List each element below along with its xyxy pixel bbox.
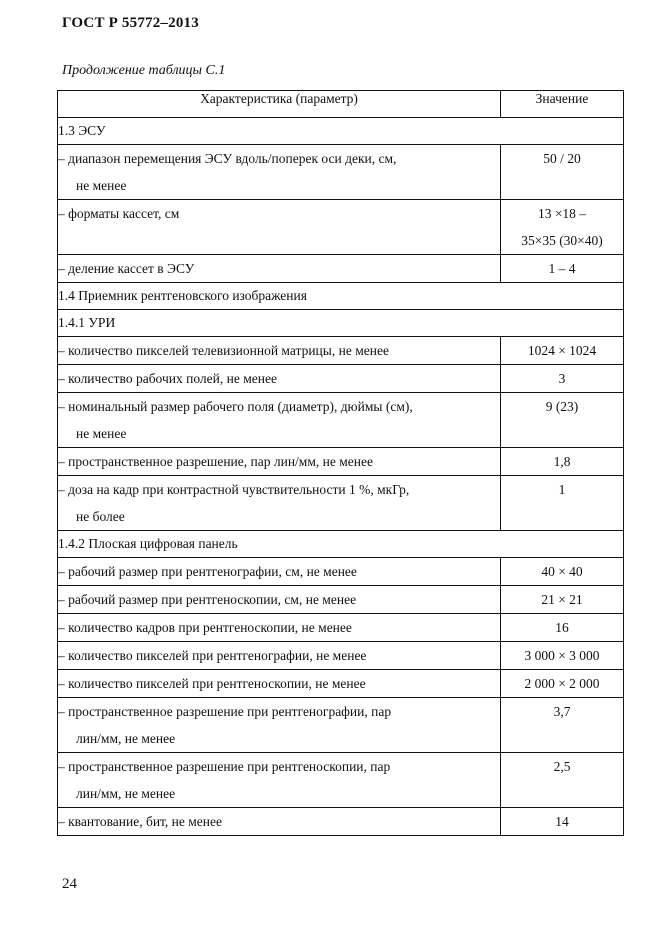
value-cell <box>501 200 624 255</box>
table-row <box>58 808 624 836</box>
table-row <box>58 642 624 670</box>
value-cell <box>501 448 624 476</box>
table-row <box>58 670 624 698</box>
parameter-cell <box>58 558 501 586</box>
spec-table <box>57 90 624 836</box>
value-text: 1 <box>558 482 566 497</box>
parameter-text-continuation: не менее <box>76 426 127 441</box>
value-text: 9 (23) <box>545 399 579 414</box>
section-row <box>58 310 624 337</box>
parameter-cell <box>58 365 501 393</box>
parameter-cell <box>58 670 501 698</box>
parameter-text: – количество пикселей при рентгенографии, не менее <box>58 648 367 663</box>
section-row <box>58 118 624 145</box>
value-text-continuation: 35×35 (30×40) <box>521 233 603 248</box>
parameter-cell <box>58 200 501 255</box>
parameter-text: – рабочий размер при рентгеноскопии, см, не менее <box>58 592 357 607</box>
table-row <box>58 337 624 365</box>
table-body <box>58 118 624 836</box>
table-row <box>58 586 624 614</box>
column-header-value: Значение <box>501 91 624 118</box>
value-text: 3,7 <box>553 704 571 719</box>
value-cell <box>501 753 624 808</box>
value-text: 50 / 20 <box>543 151 581 166</box>
table-row <box>58 698 624 753</box>
section-row <box>58 531 624 558</box>
value-text: 1 – 4 <box>548 261 576 276</box>
table-row <box>58 753 624 808</box>
document-code: ГОСТ Р 55772–2013 <box>62 15 199 31</box>
value-cell <box>501 476 624 531</box>
value-text: 2,5 <box>553 759 571 774</box>
parameter-text: – количество пикселей телевизионной матрицы, не менее <box>58 343 389 358</box>
parameter-text: – количество рабочих полей, не менее <box>58 371 277 386</box>
value-cell <box>501 670 624 698</box>
parameter-text: – форматы кассет, см <box>58 206 180 221</box>
parameter-text: – количество пикселей при рентгеноскопии, не менее <box>58 676 366 691</box>
table-row <box>58 200 624 255</box>
section-title: 1.4.1 УРИ <box>58 310 624 337</box>
value-cell <box>501 255 624 283</box>
parameter-text: – деление кассет в ЭСУ <box>58 261 195 276</box>
value-cell <box>501 365 624 393</box>
section-title: 1.4 Приемник рентгеновского изображения <box>58 283 624 310</box>
value-text: 3 <box>558 371 566 386</box>
parameter-text: – рабочий размер при рентгенографии, см, не менее <box>58 564 357 579</box>
parameter-text: – количество кадров при рентгеноскопии, не менее <box>58 620 352 635</box>
parameter-cell <box>58 586 501 614</box>
value-text: 1024 × 1024 <box>527 343 597 358</box>
table-row <box>58 448 624 476</box>
value-text: 16 <box>555 620 569 635</box>
value-text: 13 ×18 – <box>537 206 587 221</box>
table-caption: Продолжение таблицы С.1 <box>62 63 226 78</box>
parameter-cell <box>58 614 501 642</box>
table-row <box>58 365 624 393</box>
parameter-text-continuation: лин/мм, не менее <box>76 786 176 801</box>
parameter-cell <box>58 145 501 200</box>
table-row <box>58 393 624 448</box>
value-cell <box>501 642 624 670</box>
parameter-cell <box>58 753 501 808</box>
table-row <box>58 614 624 642</box>
value-text: 40 × 40 <box>541 564 583 579</box>
table-header-row <box>58 91 624 118</box>
parameter-cell <box>58 476 501 531</box>
parameter-cell <box>58 808 501 836</box>
parameter-text: – квантование, бит, не менее <box>58 814 223 829</box>
value-cell <box>501 558 624 586</box>
parameter-text: – пространственное разрешение, пар лин/мм, не менее <box>58 454 373 469</box>
value-cell <box>501 145 624 200</box>
value-text: 1,8 <box>553 454 571 469</box>
value-cell <box>501 614 624 642</box>
value-cell <box>501 808 624 836</box>
parameter-cell <box>58 448 501 476</box>
column-header-parameter: Характеристика (параметр) <box>58 91 501 118</box>
value-text: 2 000 × 2 000 <box>524 676 600 691</box>
parameter-cell <box>58 642 501 670</box>
parameter-cell <box>58 393 501 448</box>
parameter-text-continuation: не более <box>76 509 125 524</box>
page-number: 24 <box>62 876 77 892</box>
value-cell <box>501 337 624 365</box>
parameter-text-continuation: лин/мм, не менее <box>76 731 176 746</box>
value-cell <box>501 698 624 753</box>
table-row <box>58 255 624 283</box>
table-row <box>58 558 624 586</box>
parameter-text: – доза на кадр при контрастной чувствительности 1 %, мкГр, <box>58 482 410 497</box>
parameter-text-continuation: не менее <box>76 178 127 193</box>
parameter-text: – пространственное разрешение при рентгенографии, пар <box>58 704 392 719</box>
value-cell <box>501 393 624 448</box>
table-row <box>58 145 624 200</box>
value-cell <box>501 586 624 614</box>
value-text: 21 × 21 <box>541 592 583 607</box>
parameter-cell <box>58 337 501 365</box>
value-text: 14 <box>555 814 569 829</box>
table-row <box>58 476 624 531</box>
section-title: 1.3 ЭСУ <box>58 118 624 145</box>
section-row <box>58 283 624 310</box>
parameter-text: – пространственное разрешение при рентгеноскопии, пар <box>58 759 391 774</box>
parameter-cell <box>58 255 501 283</box>
value-text: 3 000 × 3 000 <box>524 648 600 663</box>
parameter-text: – диапазон перемещения ЭСУ вдоль/поперек оси деки, см, <box>58 151 397 166</box>
parameter-cell <box>58 698 501 753</box>
parameter-text: – номинальный размер рабочего поля (диаметр), дюймы (см), <box>58 399 413 414</box>
section-title: 1.4.2 Плоская цифровая панель <box>58 531 624 558</box>
